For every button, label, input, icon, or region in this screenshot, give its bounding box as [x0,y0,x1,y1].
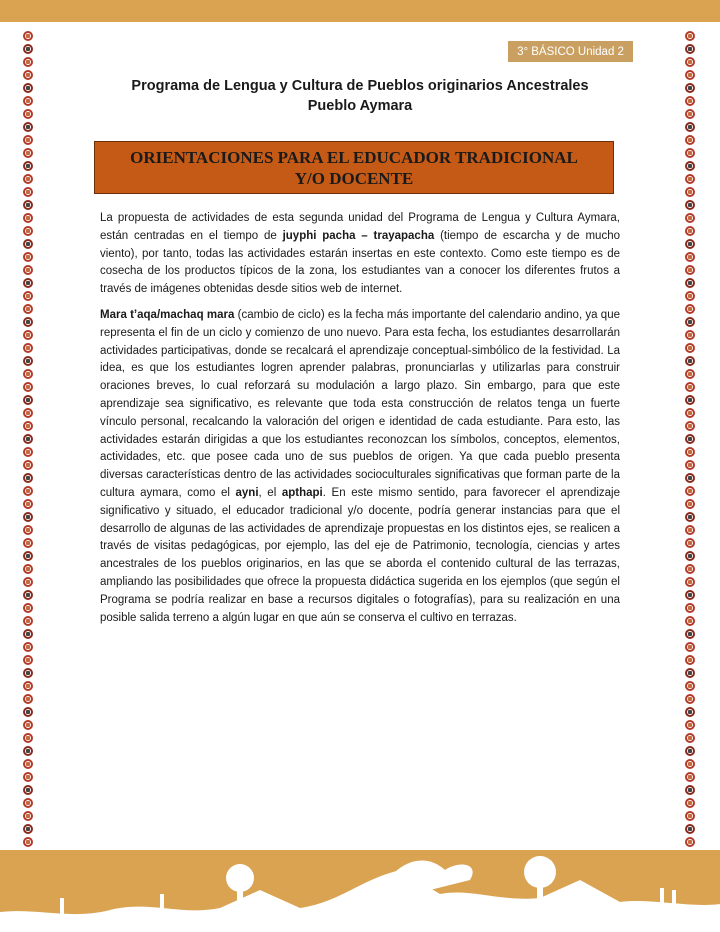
border-motif-icon [684,290,696,303]
banner-title: ORIENTACIONES PARA EL EDUCADOR TRADICIONAL Y/O DOCENTE [130,147,578,188]
border-motif-icon [684,628,696,641]
border-motif-icon [684,654,696,667]
paragraph-1 [100,210,620,299]
border-motif-icon [22,121,34,134]
border-motif-icon [684,134,696,147]
border-motif-icon [684,43,696,56]
border-motif-icon [22,43,34,56]
border-motif-icon [22,680,34,693]
border-motif-icon [22,784,34,797]
border-motif-icon [22,355,34,368]
border-motif-icon [22,758,34,771]
border-motif-icon [22,394,34,407]
border-motif-icon [684,264,696,277]
border-motif-icon [684,121,696,134]
p1-text-2: (tiempo de escarcha y de mucho viento), por tanto, todas las actividades estarán insertas en este contexto. Como este tiempo es de cosecha de los productos típicos de la zona, los estudiantes van a conocer los diferentes frutos a través de imágenes obtenidas desde sitios web de internet. [100,229,620,296]
border-motif-icon [684,420,696,433]
border-motif-icon [684,693,696,706]
border-motif-icon [684,836,696,849]
border-motif-icon [22,420,34,433]
border-motif-icon [22,524,34,537]
p2-bold-2: ayni [235,486,259,499]
border-motif-icon [22,381,34,394]
border-motif-icon [684,82,696,95]
border-motif-icon [22,797,34,810]
left-andean-border [21,30,35,860]
border-motif-icon [684,225,696,238]
border-motif-icon [684,394,696,407]
border-motif-icon [684,576,696,589]
border-motif-icon [22,511,34,524]
border-motif-icon [684,459,696,472]
program-title-line2: Pueblo Aymara [307,98,413,114]
border-motif-icon [22,407,34,420]
border-motif-icon [22,498,34,511]
border-motif-icon [22,810,34,823]
border-motif-icon [22,316,34,329]
border-motif-icon [22,537,34,550]
program-title-line1: Programa de Lengua y Cultura de Pueblos originarios Ancestrales [131,78,589,94]
program-title [100,76,620,116]
border-motif-icon [684,277,696,290]
border-motif-icon [684,69,696,82]
border-motif-icon [684,745,696,758]
border-motif-icon [684,771,696,784]
border-motif-icon [684,329,696,342]
border-motif-icon [22,472,34,485]
border-motif-icon [22,329,34,342]
border-motif-icon [22,238,34,251]
border-motif-icon [22,264,34,277]
border-motif-icon [22,459,34,472]
border-motif-icon [684,251,696,264]
border-motif-icon [684,342,696,355]
border-motif-icon [684,589,696,602]
border-motif-icon [684,680,696,693]
border-motif-icon [22,225,34,238]
border-motif-icon [22,290,34,303]
border-motif-icon [684,199,696,212]
border-motif-icon [684,186,696,199]
border-motif-icon [684,108,696,121]
border-motif-icon [22,836,34,849]
border-motif-icon [22,199,34,212]
border-motif-icon [22,186,34,199]
border-motif-icon [22,771,34,784]
border-motif-icon [684,381,696,394]
p2-text-1: (cambio de ciclo) es la fecha más importante del calendario andino, ya que representa el fin de un ciclo y comienzo de uno nuevo. Para esta fecha, los estudiantes desarrollarán actividades participativas, donde se recalcará el aprendizaje conceptual-simbólico de la festividad. La idea, es que los estudiantes logren aprender palabras, pronunciarlas y utilizarlas para construir oraciones breves, lo cual reforzará su modulación a largo plazo. Sin embargo, para que este aprendizaje sea significativo, es relevante que toda esta construcción de relatos tenga un fuerte vínculo personal, recalcando la valoración del origen e identidad de cada estudiante. Para esto, las actividades estarán dirigidas a que los estudiantes reconozcan los símbolos, conceptos, elementos, actividades, etc. que posee cada uno de sus pueblos de origen. Ya que cada pueblo presenta diversas características dentro de las actividades socioculturales significativas que forman parte de la cultura aymara, como el [100,308,620,499]
border-motif-icon [22,95,34,108]
border-motif-icon [684,30,696,43]
border-motif-icon [684,641,696,654]
border-motif-icon [22,550,34,563]
border-motif-icon [684,485,696,498]
border-motif-icon [22,641,34,654]
border-motif-icon [22,212,34,225]
border-motif-icon [684,758,696,771]
border-motif-icon [684,602,696,615]
border-motif-icon [684,355,696,368]
border-motif-icon [22,446,34,459]
landscape-illustration [0,850,720,932]
border-motif-icon [684,368,696,381]
border-motif-icon [684,316,696,329]
border-motif-icon [684,667,696,680]
border-motif-icon [684,498,696,511]
border-motif-icon [22,745,34,758]
top-decorative-band [0,0,720,22]
border-motif-icon [22,654,34,667]
border-motif-icon [684,95,696,108]
border-motif-icon [22,732,34,745]
border-motif-icon [22,706,34,719]
border-motif-icon [684,147,696,160]
border-motif-icon [684,810,696,823]
border-motif-icon [22,134,34,147]
border-motif-icon [22,719,34,732]
border-motif-icon [684,797,696,810]
border-motif-icon [684,563,696,576]
section-banner [94,141,614,194]
p2-bold-1: Mara t’aqa/machaq mara [100,308,235,321]
border-motif-icon [22,303,34,316]
border-motif-icon [22,251,34,264]
border-motif-icon [22,69,34,82]
border-motif-icon [22,30,34,43]
border-motif-icon [22,615,34,628]
border-motif-icon [22,56,34,69]
border-motif-icon [684,173,696,186]
border-motif-icon [22,576,34,589]
body-text [100,210,620,635]
border-motif-icon [684,160,696,173]
border-motif-icon [684,446,696,459]
border-motif-icon [22,589,34,602]
border-motif-icon [22,277,34,290]
border-motif-icon [22,433,34,446]
border-motif-icon [22,667,34,680]
border-motif-icon [22,563,34,576]
border-motif-icon [22,485,34,498]
border-motif-icon [684,823,696,836]
p1-text-1: La propuesta de actividades de esta segunda unidad del Programa de Lengua y Cultura Aymara, están centradas en el tiempo de [100,212,620,242]
border-motif-icon [22,342,34,355]
unit-tag: 3° BÁSICO Unidad 2 [508,41,633,62]
border-motif-icon [684,472,696,485]
p2-bold-3: apthapi [281,486,323,499]
border-motif-icon [684,706,696,719]
border-motif-icon [684,511,696,524]
p1-bold-1: juyphi pacha – trayapacha [282,229,435,242]
border-motif-icon [684,524,696,537]
p2-text-3: . En este mismo sentido, para favorecer el aprendizaje significativo y situado, el educador tradicional y/o docente, podría generar instancias para que el desarrollo de algunas de las actividades de aprendizaje propuestas en los distintos ejes, se realicen a través de visitas pedagógicas, por ejemplo, las del eje de Patrimonio, tecnología, ciencias y artes ancestrales de los pueblos originarios, en las que se aborda el contenido cultural de las terrazas, ampliando las posibilidades que ofrece la propuesta didáctica sugerida en los ejemplos (que según el Programa se podría realizar en base a recursos digitales o fotografías), para su realización en una posible salida terreno a algún lugar en que aún se conserva el cultivo en terrazas. [100,486,620,624]
border-motif-icon [684,732,696,745]
p2-text-2: , el [258,486,282,499]
border-motif-icon [684,212,696,225]
border-motif-icon [684,719,696,732]
border-motif-icon [22,823,34,836]
border-motif-icon [22,693,34,706]
border-motif-icon [22,147,34,160]
border-motif-icon [22,628,34,641]
border-motif-icon [684,303,696,316]
border-motif-icon [22,368,34,381]
border-motif-icon [684,784,696,797]
border-motif-icon [684,550,696,563]
paragraph-2 [100,307,620,627]
border-motif-icon [22,602,34,615]
border-motif-icon [684,537,696,550]
border-motif-icon [684,615,696,628]
border-motif-icon [684,56,696,69]
right-andean-border [683,30,697,860]
border-motif-icon [22,108,34,121]
border-motif-icon [684,433,696,446]
border-motif-icon [684,407,696,420]
border-motif-icon [684,238,696,251]
border-motif-icon [22,82,34,95]
border-motif-icon [22,160,34,173]
border-motif-icon [22,173,34,186]
